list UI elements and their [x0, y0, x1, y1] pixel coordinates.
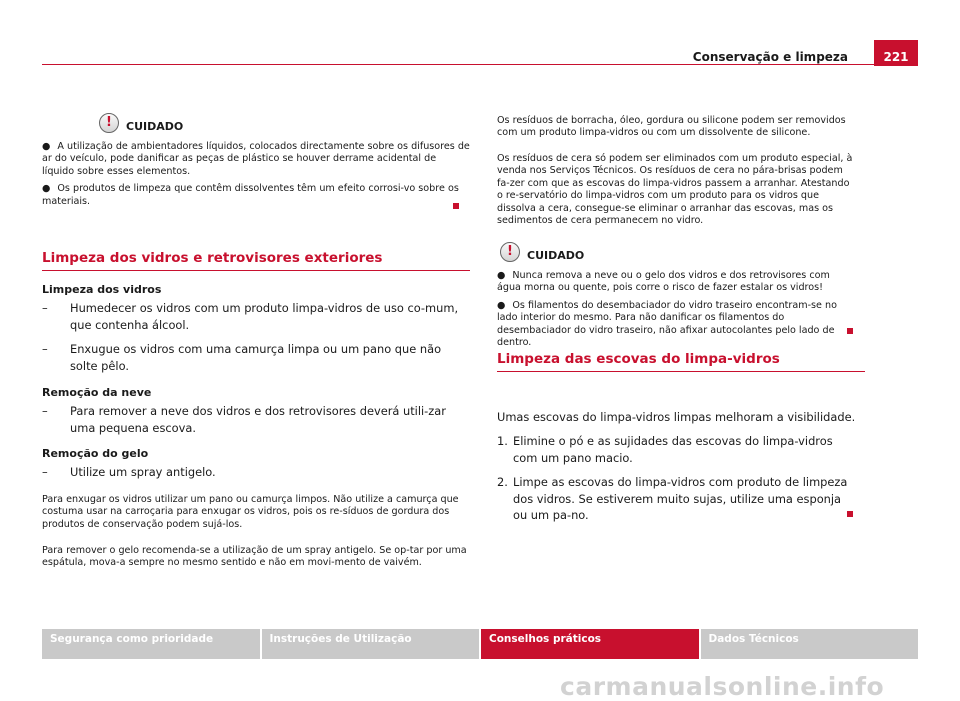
- warning-icon: !: [500, 242, 520, 262]
- caution-item: ● Os produtos de limpeza que contêm dissolventes têm um efeito corrosi-vo sobre os materiais.: [42, 183, 459, 207]
- caution-item: ● Os filamentos do desembaciador do vidro traseiro encontram-se no lado interior do mesmo. Para não danificar os filamentos do desembaciador do vidro traseiro, não afixar autocolantes pelo lado de dentro.: [497, 299, 837, 349]
- paragraph: Os resíduos de cera só podem ser eliminados com um produto especial, à venda nos Serviços Técnicos. Os resíduos de cera no pára-brisas podem fa-zer com que as escovas do limpa-vidros passem a arranhar. Atestando o re-servatório do limpa-vidros com um produto para os vidros que dissolva a cera, consegue-se eliminar o arranhar das escovas, mas os sedimentos de cera permanecem no vidro.: [497, 153, 853, 227]
- caution-list-left: [42, 141, 470, 213]
- section-end-mark: [453, 203, 459, 209]
- list-item: – Enxugue os vidros com uma camurça limpa ou um pano que não solte pêlo.: [42, 342, 442, 373]
- list-neve: [42, 403, 470, 436]
- caution-title-right: ! CUIDADO: [500, 249, 584, 262]
- list-item: – Humedecer os vidros com um produto limpa-vidros de uso co-mum, que contenha álcool.: [42, 301, 459, 332]
- caution-item: ● Nunca remova a neve ou o gelo dos vidros e dos retrovisores com água morna ou quente, pois corre o risco de fazer estalar os vidros!: [497, 270, 830, 294]
- page-header-title: Conservação e limpeza: [692, 50, 848, 64]
- list-limpeza: [42, 300, 470, 333]
- page-number: 221: [874, 40, 918, 66]
- watermark: carmanualsonline.info: [560, 672, 885, 701]
- nav-tab-instrucoes[interactable]: Instruções de Utilização: [262, 629, 480, 659]
- paragraph: Para enxugar os vidros utilizar um pano ou camurça limpos. Não utilize a camurça que costuma usar na carroçaria para enxugar os vidros, pois os re-síduos de gordura dos produtos de conservação podem sujá-los.: [42, 494, 459, 530]
- list-item: – Para remover a neve dos vidros e dos retrovisores deverá utili-zar uma pequena escova.: [42, 404, 446, 435]
- header-rule: [42, 64, 874, 65]
- step-item: 1. Elimine o pó e as sujidades das escovas do limpa-vidros com um pano macio.: [497, 434, 833, 465]
- caution-list-right: [497, 270, 853, 354]
- section-title-escovas: Limpeza das escovas do limpa-vidros: [497, 351, 865, 372]
- subhead-gelo: Remoção do gelo: [42, 447, 149, 460]
- list-item: – Utilize um spray antigelo.: [42, 465, 216, 479]
- caution-item: ● A utilização de ambientadores líquidos, colocados directamente sobre os difusores de ar do veículo, pode danificar as peças de plástico se houver derrame acidental de líquido sobre esses elementos.: [42, 141, 470, 177]
- nav-tab-seguranca[interactable]: Segurança como prioridade: [42, 629, 260, 659]
- subhead-limpeza: Limpeza dos vidros: [42, 283, 162, 296]
- step-item: 2. Limpe as escovas do limpa-vidros com produto de limpeza dos vidros. Se estiverem muito sujas, utilize uma esponja ou um pa-no.: [497, 475, 848, 522]
- section-title-vidros: Limpeza dos vidros e retrovisores exteriores: [42, 250, 470, 271]
- section-end-mark: [847, 511, 853, 517]
- list-gelo: [42, 464, 470, 481]
- nav-tab-conselhos[interactable]: Conselhos práticos: [481, 629, 699, 659]
- paragraph: Os resíduos de borracha, óleo, gordura ou silicone podem ser removidos com um produto limpa-vidros ou com um dissolvente de silicone.: [497, 115, 846, 139]
- footer-nav: [42, 629, 918, 659]
- subhead-neve: Remoção da neve: [42, 386, 152, 399]
- list-limpeza-2: [42, 341, 470, 374]
- paragraph: Para remover o gelo recomenda-se a utilização de um spray antigelo. Se op-tar por uma espátula, mova-a sempre no mesmo sentido e não em movi-mento de vaivém.: [42, 545, 467, 569]
- section-end-mark: [847, 328, 853, 334]
- paragraph: Umas escovas do limpa-vidros limpas melhoram a visibilidade.: [497, 410, 856, 424]
- nav-tab-dados[interactable]: Dados Técnicos: [701, 629, 919, 659]
- caution-title-left: ! CUIDADO: [99, 120, 183, 133]
- warning-icon: !: [99, 113, 119, 133]
